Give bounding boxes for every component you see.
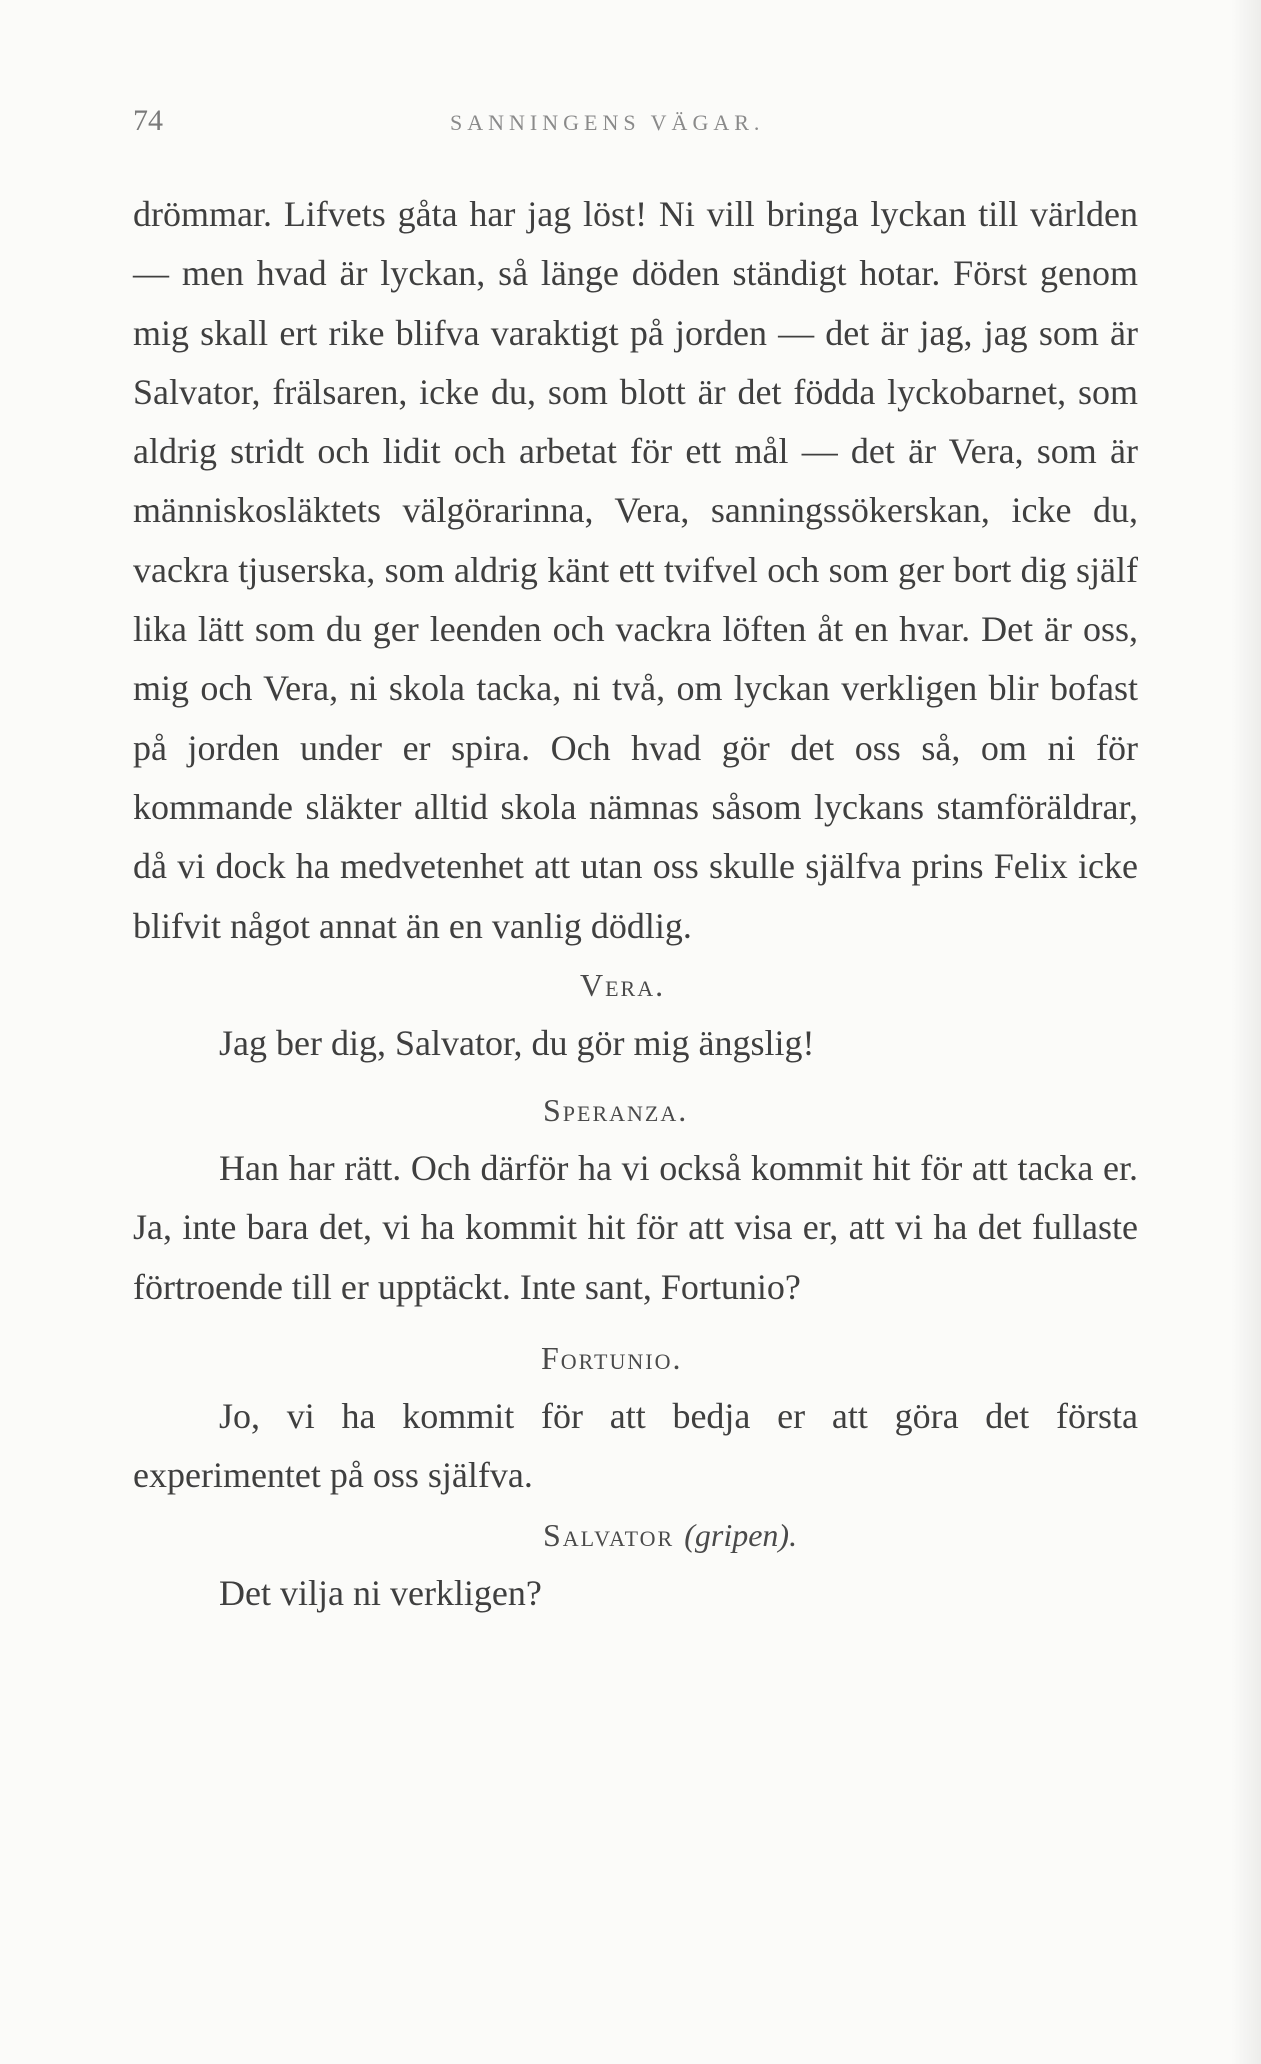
running-head: SANNINGENS VÄGAR. xyxy=(450,110,765,135)
speaker-name-vera: Vera. xyxy=(580,966,666,1003)
line-fortunio: Jo, vi ha kommit för att bedja er att göra det första experimentet på oss själfva. xyxy=(133,1396,1138,1496)
speaker-heading-salvator xyxy=(133,1506,1138,1564)
line-speranza: Han har rätt. Och därför ha vi också kommit hit för att tacka er. Ja, inte bara det, vi ha kommit hit för att visa er, att vi ha det fullaste förtroende till er upptäckt. Inte sant, Fortunio? xyxy=(133,1148,1138,1307)
page-number: 74 xyxy=(133,104,163,137)
page-edge-shadow xyxy=(1231,0,1261,2064)
line-salvator: Det vilja ni verkligen? xyxy=(219,1572,542,1613)
paragraph-salvator-speech: drömmar. Lifvets gåta har jag löst! Ni vill bringa lyckan till världen — men hvad är lyckan, så länge döden ständigt hotar. Först genom mig skall ert rike blifva varaktigt på jorden — det är jag, jag som är Salvator, frälsaren, icke du, som blott är det födda lyckobarnet, som aldrig stridt och lidit och arbetat för ett mål — det är Vera, som är människosläktets välgörarinna, Vera, sanningssökerskan, icke du, vackra tjuserska, som aldrig känt ett tvifvel och som ger bort dig själf lika lätt som du ger leenden och vackra löften åt en hvar. Det är oss, mig och Vera, ni skola tacka, ni två, om lyckan verkligen blir bofast på jorden under er spira. Och hvad gör det oss så, om ni för kommande släkter alltid skola nämnas såsom lyckans stamföräldrar, då vi dock ha medvetenhet att utan oss skulle själfva prins Felix icke blifvit något annat än en vanlig dödlig. xyxy=(133,194,1138,946)
speaker-name-speranza: Speranza. xyxy=(543,1092,689,1129)
speaker-name-salvator: Salvator xyxy=(543,1516,675,1553)
page-header xyxy=(133,104,1133,154)
stage-direction: (gripen). xyxy=(684,1516,798,1553)
speaker-name-fortunio: Fortunio. xyxy=(541,1340,683,1377)
page-body xyxy=(133,185,1138,1623)
line-vera: Jag ber dig, Salvator, du gör mig ängslig! xyxy=(219,1022,815,1063)
